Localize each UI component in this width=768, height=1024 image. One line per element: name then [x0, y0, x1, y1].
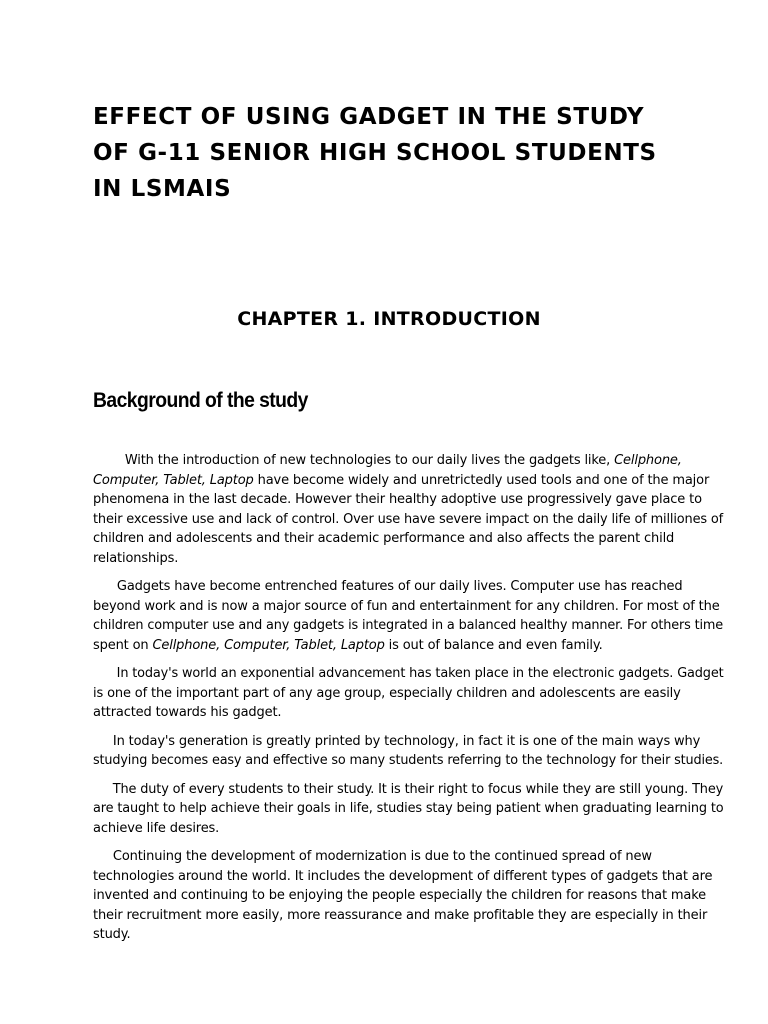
text-run: attracted towards his gadget.	[93, 705, 282, 720]
italic-text: Cellphone,	[614, 453, 682, 468]
text-line	[93, 510, 724, 530]
body-paragraph	[93, 780, 723, 839]
text-run: studying becomes easy and effective so many students referring to the technology for their studies.	[93, 753, 724, 768]
text-line	[93, 751, 724, 771]
text-run: In today's world an exponential advancement has taken place in the electronic gadgets. Gadget	[93, 666, 724, 681]
text-run: spent on	[93, 637, 153, 653]
text-line	[93, 577, 723, 597]
chapter-heading: CHAPTER 1. INTRODUCTION	[237, 308, 541, 330]
text-run: have become widely and unretrictedly used tools and one of the major	[253, 472, 710, 488]
section-heading: Background of the study	[93, 389, 308, 412]
text-line	[93, 664, 724, 684]
text-line	[93, 886, 723, 906]
text-run: their recruitment more easily, more reassurance and make profitable they are especially in their	[93, 907, 708, 923]
text-line	[93, 636, 723, 656]
title-line: EFFECT OF USING GADGET IN THE STUDY	[93, 104, 645, 130]
body-text	[93, 451, 723, 954]
text-line	[93, 616, 724, 636]
text-run: invented and continuing to be enjoying the people especially the children for reasons that make	[93, 888, 707, 903]
text-line	[93, 490, 723, 510]
text-line	[93, 847, 723, 867]
text-line	[93, 529, 723, 549]
text-run: are taught to help achieve their goals in life, studies stay being patient when graduating learning to	[93, 801, 724, 816]
text-run: Continuing the development of modernization is due to the continued spread of new	[93, 849, 652, 864]
text-run: their excessive use and lack of control. Over use have severe impact on the daily life of milliones of	[93, 511, 724, 527]
text-run: The duty of every students to their study. It is their right to focus while they are still young. They	[93, 781, 724, 797]
text-line	[93, 925, 723, 945]
text-line	[93, 906, 723, 926]
text-line	[93, 799, 724, 819]
body-paragraph	[93, 847, 723, 945]
text-line	[93, 597, 723, 617]
title-line: IN LSMAIS	[93, 176, 232, 202]
text-line	[93, 732, 723, 752]
text-run: beyond work and is now a major source of fun and entertainment for any children. For most of the	[93, 598, 720, 614]
text-run: children and adolescents and their academic performance and also affects the parent child	[93, 531, 675, 546]
text-run: relationships.	[93, 550, 179, 566]
body-paragraph	[93, 451, 723, 568]
text-run: In today's generation is greatly printed by technology, in fact it is one of the main ways why	[93, 733, 701, 749]
text-run: children computer use and any gadgets is integrated in a balanced healthy manner. For others time	[93, 618, 724, 633]
body-paragraph	[93, 732, 723, 771]
text-line	[93, 867, 723, 887]
text-line	[93, 819, 723, 839]
body-paragraph	[93, 664, 723, 723]
text-line	[93, 549, 723, 569]
text-line	[93, 451, 723, 471]
text-run: achieve life desires.	[93, 820, 220, 836]
text-run: is out of balance and even family.	[384, 637, 603, 653]
text-run: With the introduction of new technologies to our daily lives the gadgets like,	[93, 453, 615, 468]
title-line: OF G-11 SENIOR HIGH SCHOOL STUDENTS	[93, 140, 657, 166]
text-run: is one of the important part of any age group, especially children and adolescents are easily	[93, 685, 681, 701]
text-run: technologies around the world. It includes the development of different types of gadgets that are	[93, 868, 713, 884]
text-line	[93, 684, 723, 704]
document-title	[93, 99, 733, 207]
italic-text: Cellphone, Computer, Tablet, Laptop	[152, 637, 385, 653]
italic-text: Computer, Tablet, Laptop	[93, 472, 254, 488]
text-line	[93, 471, 723, 491]
body-paragraph	[93, 577, 723, 655]
text-run: study.	[93, 927, 131, 942]
text-run: phenomena in the last decade. However their healthy adoptive use progressively gave place to	[93, 492, 702, 507]
text-line	[93, 780, 724, 800]
text-line	[93, 703, 723, 723]
text-run: Gadgets have become entrenched features of our daily lives. Computer use has reached	[93, 579, 683, 594]
